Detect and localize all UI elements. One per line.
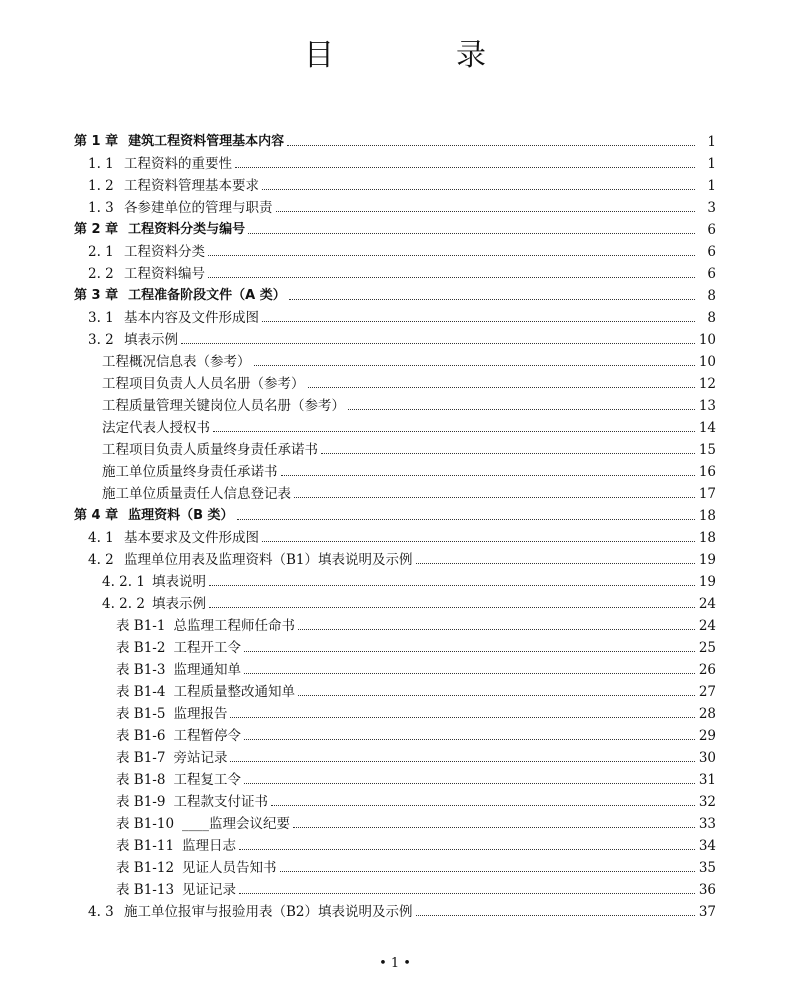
- toc-entry-label: 施工单位质量终身责任承诺书: [102, 464, 278, 480]
- toc-entry[interactable]: [74, 216, 716, 238]
- toc-entry-label: 工程资料编号: [124, 266, 205, 282]
- toc-entry-page: 3: [707, 200, 716, 216]
- toc-entry-page: 24: [698, 618, 716, 634]
- toc-leader-dots: [276, 211, 696, 212]
- toc-leader-dots: [280, 871, 695, 872]
- toc-entry-page: 33: [698, 816, 716, 832]
- toc-entry-label: 填表示例: [152, 596, 206, 612]
- toc-entry[interactable]: [74, 810, 716, 832]
- toc-leader-dots: [208, 255, 695, 256]
- toc-entry-label: 工程资料分类: [124, 244, 205, 260]
- toc-entry-number: 表 B1-3: [116, 662, 166, 678]
- toc-entry-number: 第 3 章: [74, 288, 119, 303]
- toc-leader-dots: [235, 167, 695, 168]
- toc-entry-label: 施工单位报审与报验用表（B2）填表说明及示例: [124, 904, 413, 920]
- toc-entry-page: 27: [698, 684, 716, 700]
- toc-entry-number: 表 B1-9: [116, 794, 166, 810]
- page-number-footer: • 1 •: [379, 956, 411, 971]
- toc-entry-label: 基本内容及文件形成图: [124, 310, 259, 326]
- toc-entry-number: 4. 2: [88, 552, 114, 568]
- toc-entry-label: 工程款支付证书: [173, 794, 268, 810]
- toc-entry-label: 旁站记录: [173, 750, 228, 766]
- toc-entry-page: 6: [707, 266, 716, 282]
- toc-entry-label: 基本要求及文件形成图: [124, 530, 259, 546]
- toc-entry-number: 表 B1-4: [116, 684, 166, 700]
- toc-entry[interactable]: [74, 304, 716, 326]
- toc-leader-dots: [271, 805, 695, 806]
- toc-entry-label: 建筑工程资料管理基本内容: [128, 134, 285, 149]
- toc-entry-label: 监理日志: [182, 838, 237, 854]
- toc-entry-page: 24: [698, 596, 716, 612]
- toc-leader-dots: [239, 849, 695, 850]
- toc-entry-number: 4. 2. 1: [102, 574, 145, 590]
- toc-entry[interactable]: [74, 392, 716, 414]
- toc-entry-page: 17: [698, 486, 716, 502]
- toc-leader-dots: [213, 431, 695, 432]
- toc-entry[interactable]: [74, 568, 716, 590]
- toc-entry-label: 监理报告: [173, 706, 228, 722]
- toc-leader-dots: [298, 695, 695, 696]
- toc-leader-dots: [308, 387, 696, 388]
- toc-entry-page: 26: [698, 662, 716, 678]
- toc-leader-dots: [181, 343, 695, 344]
- toc-entry-number: 第 4 章: [74, 508, 119, 523]
- toc-entry-label: 工程开工令: [173, 640, 241, 656]
- toc-entry-page: 19: [698, 574, 716, 590]
- toc-entry[interactable]: [74, 436, 716, 458]
- toc-entry[interactable]: [74, 722, 716, 744]
- toc-entry-page: 18: [698, 508, 716, 524]
- toc-leader-dots: [298, 629, 695, 630]
- toc-leader-dots: [293, 827, 695, 828]
- toc-entry-label: 监理资料（B 类）: [128, 508, 234, 523]
- toc-entry-number: 1. 2: [88, 178, 114, 194]
- toc-entry-number: 1. 3: [88, 200, 114, 216]
- toc-entry-label: ____监理会议纪要: [182, 816, 291, 832]
- toc-entry-number: 表 B1-13: [116, 882, 175, 898]
- toc-entry[interactable]: [74, 524, 716, 546]
- toc-entry[interactable]: [74, 348, 716, 370]
- toc-entry-label: 总监理工程师任命书: [173, 618, 295, 634]
- toc-entry[interactable]: [74, 194, 716, 216]
- toc-entry-page: 18: [698, 530, 716, 546]
- toc-entry-page: 13: [698, 398, 716, 414]
- toc-leader-dots: [294, 497, 695, 498]
- toc-entry-page: 10: [698, 354, 716, 370]
- toc-entry-label: 填表示例: [124, 332, 178, 348]
- toc-entry-page: 1: [707, 134, 716, 150]
- toc-entry-page: 28: [698, 706, 716, 722]
- toc-leader-dots: [416, 915, 695, 916]
- toc-entry[interactable]: [74, 612, 716, 634]
- toc-entry[interactable]: [74, 876, 716, 898]
- page-title: 目 录: [304, 38, 532, 73]
- toc-entry-number: 表 B1-5: [116, 706, 166, 722]
- toc-entry-number: 表 B1-7: [116, 750, 166, 766]
- toc-leader-dots: [209, 607, 695, 608]
- toc-entry[interactable]: [74, 172, 716, 194]
- toc-entry-page: 25: [698, 640, 716, 656]
- toc-entry-label: 工程概况信息表（参考）: [102, 354, 251, 370]
- toc-entry[interactable]: [74, 590, 716, 612]
- toc-entry-label: 工程质量整改通知单: [173, 684, 295, 700]
- toc-entry-number: 表 B1-1: [116, 618, 166, 634]
- toc-entry-page: 16: [698, 464, 716, 480]
- toc-leader-dots: [287, 145, 695, 146]
- toc-entry-page: 30: [698, 750, 716, 766]
- toc-entry-number: 2. 2: [88, 266, 114, 282]
- toc-entry-page: 10: [698, 332, 716, 348]
- toc-entry-label: 工程复工令: [173, 772, 241, 788]
- toc-leader-dots: [244, 739, 695, 740]
- toc-entry-page: 34: [698, 838, 716, 854]
- toc-entry-page: 6: [707, 244, 716, 260]
- toc-leader-dots: [248, 233, 695, 234]
- toc-entry-label: 填表说明: [152, 574, 206, 590]
- toc-leader-dots: [230, 717, 695, 718]
- toc-entry-label: 法定代表人授权书: [102, 420, 210, 436]
- toc-entry-label: 工程资料分类与编号: [128, 222, 246, 237]
- toc-entry-page: 12: [698, 376, 716, 392]
- toc-leader-dots: [262, 321, 695, 322]
- toc-leader-dots: [348, 409, 695, 410]
- toc-entry-page: 29: [698, 728, 716, 744]
- toc-entry-page: 14: [698, 420, 716, 436]
- toc-entry-number: 第 1 章: [74, 134, 119, 149]
- toc-entry[interactable]: [74, 744, 716, 766]
- toc-entry[interactable]: [74, 282, 716, 304]
- toc-entry[interactable]: [74, 414, 716, 436]
- toc-entry[interactable]: [74, 546, 716, 568]
- toc-entry-number: 表 B1-11: [116, 838, 175, 854]
- toc-leader-dots: [254, 365, 696, 366]
- toc-leader-dots: [289, 299, 695, 300]
- toc-entry-label: 工程准备阶段文件（A 类）: [128, 288, 286, 303]
- toc-entry[interactable]: [74, 678, 716, 700]
- toc-entry-number: 表 B1-8: [116, 772, 166, 788]
- toc-entry-page: 15: [698, 442, 716, 458]
- toc-entry[interactable]: [74, 480, 716, 502]
- toc-entry[interactable]: [74, 788, 716, 810]
- toc-entry[interactable]: [74, 854, 716, 876]
- toc-entry-number: 4. 1: [88, 530, 114, 546]
- toc-entry-label: 工程项目负责人人员名册（参考）: [102, 376, 305, 392]
- toc-entry[interactable]: [74, 634, 716, 656]
- toc-leader-dots: [208, 277, 695, 278]
- toc-entry-page: 35: [698, 860, 716, 876]
- toc-entry[interactable]: [74, 150, 716, 172]
- toc-entry-number: 4. 3: [88, 904, 114, 920]
- toc-entry-number: 表 B1-6: [116, 728, 166, 744]
- toc-entry-number: 表 B1-12: [116, 860, 175, 876]
- toc-leader-dots: [209, 585, 695, 586]
- toc-entry-label: 见证记录: [182, 882, 237, 898]
- toc-entry-label: 各参建单位的管理与职责: [124, 200, 273, 216]
- toc-entry[interactable]: [74, 370, 716, 392]
- toc-leader-dots: [281, 475, 696, 476]
- toc-leader-dots: [244, 673, 695, 674]
- toc-entry[interactable]: [74, 458, 716, 480]
- toc-entry[interactable]: [74, 128, 716, 150]
- toc-entry-label: 施工单位质量责任人信息登记表: [102, 486, 291, 502]
- toc-entry-label: 监理通知单: [173, 662, 241, 678]
- toc-entry-page: 1: [707, 156, 716, 172]
- toc-entry-number: 4. 2. 2: [102, 596, 145, 612]
- toc-entry-label: 工程项目负责人质量终身责任承诺书: [102, 442, 318, 458]
- toc-leader-dots: [262, 189, 695, 190]
- toc-entry-label: 见证人员告知书: [182, 860, 277, 876]
- toc-entry-label: 工程暂停令: [173, 728, 241, 744]
- toc-entry-page: 8: [707, 288, 716, 304]
- toc-entry-number: 1. 1: [88, 156, 114, 172]
- toc-entry-page: 37: [698, 904, 716, 920]
- toc-entry[interactable]: [74, 832, 716, 854]
- toc-entry-number: 表 B1-2: [116, 640, 166, 656]
- toc-entry-number: 3. 2: [88, 332, 114, 348]
- toc-entry-page: 32: [698, 794, 716, 810]
- toc-entry-page: 8: [707, 310, 716, 326]
- toc-entry[interactable]: [74, 260, 716, 282]
- toc-leader-dots: [244, 783, 695, 784]
- toc-entry-page: 6: [707, 222, 716, 238]
- toc-leader-dots: [416, 563, 695, 564]
- toc-entry-label: 监理单位用表及监理资料（B1）填表说明及示例: [124, 552, 413, 568]
- toc-leader-dots: [244, 651, 695, 652]
- toc-leader-dots: [321, 453, 695, 454]
- toc-entry-number: 3. 1: [88, 310, 114, 326]
- toc-entry[interactable]: [74, 700, 716, 722]
- toc-entry-page: 1: [707, 178, 716, 194]
- toc-leader-dots: [237, 519, 695, 520]
- toc-entry-label: 工程资料管理基本要求: [124, 178, 259, 194]
- toc-entry[interactable]: [74, 656, 716, 678]
- toc-entry[interactable]: [74, 238, 716, 260]
- toc-leader-dots: [230, 761, 695, 762]
- toc-entry[interactable]: [74, 898, 716, 920]
- toc-entry-number: 表 B1-10: [116, 816, 175, 832]
- toc-entry-number: 第 2 章: [74, 222, 119, 237]
- toc-leader-dots: [239, 893, 695, 894]
- toc-entry[interactable]: [74, 502, 716, 524]
- toc-entry-page: 19: [698, 552, 716, 568]
- toc-entry-label: 工程质量管理关键岗位人员名册（参考）: [102, 398, 345, 414]
- toc-leader-dots: [262, 541, 695, 542]
- toc-entry-page: 36: [698, 882, 716, 898]
- toc-entry[interactable]: [74, 326, 716, 348]
- toc-entry-label: 工程资料的重要性: [124, 156, 232, 172]
- table-of-contents: [74, 128, 716, 920]
- toc-entry-number: 2. 1: [88, 244, 114, 260]
- toc-entry-page: 31: [698, 772, 716, 788]
- toc-entry[interactable]: [74, 766, 716, 788]
